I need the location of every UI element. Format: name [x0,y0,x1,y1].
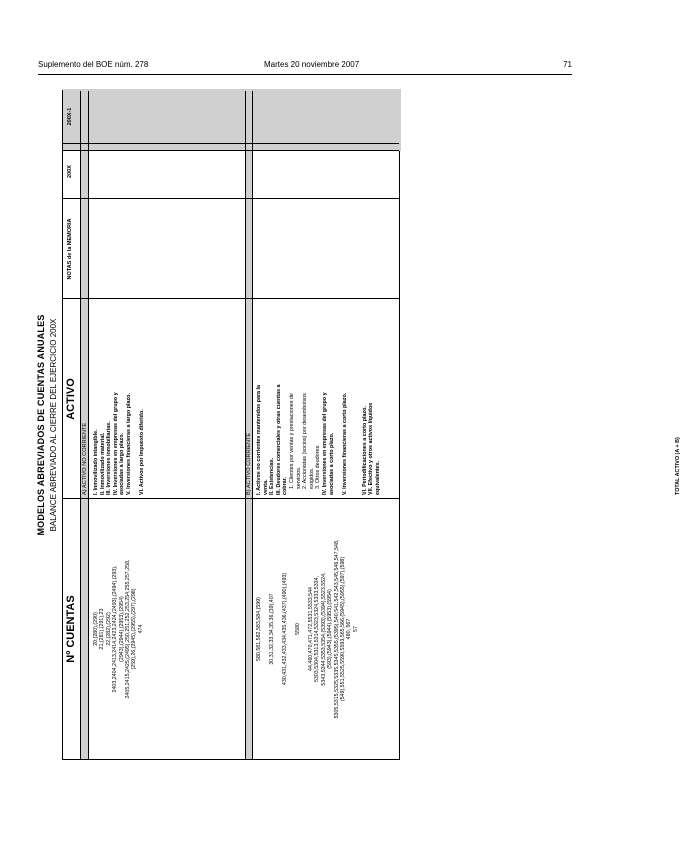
item-b-7: VII. Efectivo y otros activos líquidos [368,402,375,495]
code-a-4b: (2943),(2944),(2953),(2954) [118,596,125,662]
section-a-codes [93,499,144,759]
item-a-4b: asociadas a largo plazo. [119,432,126,495]
document-title: MODELOS ABREVIADOS DE CUENTAS ANUALES [36,314,46,536]
section-b-divider-line [252,91,253,759]
section-a-items [93,392,146,495]
header-page-number: 71 [563,60,572,69]
code-b-7: 57 [352,626,359,632]
item-b-1: I. Activos no corrientes mantenidos para la [256,384,262,495]
code-b-1: 580,581,582,583,584,(599) [256,597,262,661]
item-a-6: VI. Activos por Impuesto diferido. [139,409,146,495]
section-b-title: B) ACTIVO CORRIENTE [246,432,252,495]
code-a-5: 2405,2415,2425,(2495),250,251,252,253,254,255,257,258, [125,559,132,699]
item-b-2: II. Existencias. [269,457,276,495]
code-a-5b: (259),26,(2945),(2955),(297),(298) [131,588,138,670]
column-activo: ACTIVO [65,378,77,420]
code-b-3: 430,431,432,433,434,435,436,(437),(490),(493) [282,572,288,686]
item-a-2: II. Inmovilizado material. [99,432,106,495]
section-b-items [256,384,381,495]
column-notas: NOTAS de la MEMORIA [67,218,73,280]
code-b-2: 30,31,32,33,34,35,36,(39),407 [269,593,275,665]
total-row-shade [63,89,401,151]
item-a-1: I. Inmovilizado intangible. [93,429,99,495]
col-line-notas [63,298,399,299]
code-b-4a: 5303,5304,5313,5314,5323,5324,5333,5334, [314,575,321,683]
item-b-5: V. Inversiones financieras a corto plazo. [341,392,348,495]
item-b-7b: equivalentes. [374,460,381,495]
code-b-4b: 5343,5344,5353,5354,(5393),(5394),5523,5524, [320,572,327,686]
item-b-3-3: 3. Otros deudores. [315,444,322,489]
code-a-6: 474 [137,624,144,634]
code-b-5b: (549),551,5525,5590,5593,565,566,(5945),(5955),(597),(598) [340,556,347,702]
section-a-title: A) ACTIVO NO CORRIENTE [82,422,88,495]
item-b-3-2b: exigidos. [308,467,315,489]
section-b-top-line [245,91,246,759]
item-b-1b: venta. [262,479,269,495]
item-b-3b: cobrar. [282,477,289,495]
header-date: Martes 20 noviembre 2007 [264,60,360,69]
header-divider [38,74,572,75]
item-b-3-1: 1. Clientes por ventas y prestaciones de [288,393,295,489]
rotated-balance-sheet [36,90,681,760]
column-200x-1: 200X-1 [67,107,73,126]
balance-table [62,90,681,760]
col-line-200x1 [63,143,399,144]
item-b-3-2: 2. Accionistas (socios) por desembolsos [302,393,309,489]
item-b-4b: asociadas a corto plazo. [328,432,335,495]
code-b-4c: (593),(5943),(5944),(5953),(5954) [327,589,334,669]
code-b-3-2: 5580 [295,623,301,635]
section-b-header-shade [245,89,252,759]
section-a-divider-line [88,91,89,759]
item-b-3-1b: servicios. [295,466,302,489]
code-a-3: 22,(282),(292) [105,612,112,646]
header-divider-line [80,91,81,759]
column-200x: 200X [67,165,73,178]
item-b-6: VI. Periodificaciones a corto plazo. [361,406,368,495]
page-header [38,60,572,72]
item-a-4: IV. Inversiones en empresas del grupo y [112,392,119,495]
item-b-3: III. Deudores comerciales y otras cuentas a [275,384,282,495]
col-line-200x [63,198,399,199]
item-a-5: V. Inversiones financieras a largo plazo. [125,393,132,495]
code-a-2: 21,(281),(291),23 [99,608,106,650]
section-b-codes [256,499,359,759]
item-b-4: IV. Inversiones en empresas del grupo y [321,392,328,495]
code-a-1: 20,(280),(290) [93,612,99,646]
column-cuentas: Nº CUENTAS [65,595,77,663]
code-b-3-3: 44,460,470,471,472,5531,5533,544 [308,587,314,671]
total-row-line [63,150,399,151]
item-a-3: III. Inversiones inmobiliarias. [106,421,113,495]
header-publication: Suplemento del BOE núm. 278 [38,60,149,69]
code-a-4: 2403,2404,2413,2414,2423,2424,(2493),(2494),(293), [112,565,119,693]
total-row-label [675,437,682,495]
total-activo: TOTAL ACTIVO (A + B) [675,437,681,495]
code-b-5a: 5305,5315,5325,5335,5345,5355,(5395),540,541,542,543,545,546,547,548, [333,539,340,719]
document-subtitle: BALANCE ABREVIADO AL CIERRE DEL EJERCICIO 200X [49,318,58,532]
code-b-6: 480, 567 [346,618,353,640]
